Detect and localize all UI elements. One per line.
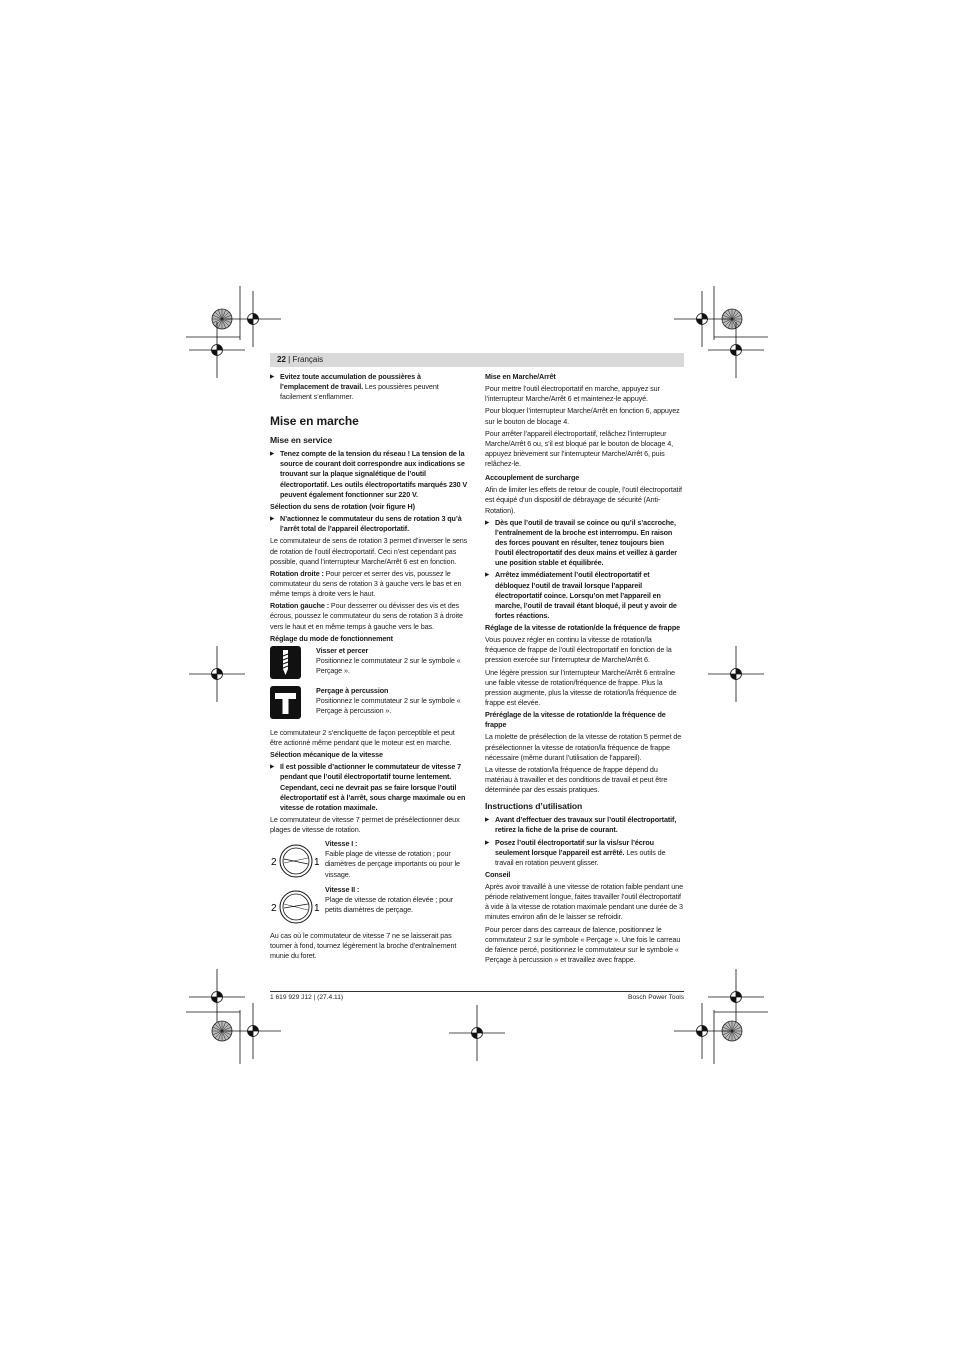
page-number: 22 — [277, 355, 286, 364]
subheading-tip: Conseil — [485, 870, 511, 879]
paragraph-tip-1: Après avoir travaillé à une vitesse de rotation faible pendant une période relativement longue, faites travailler l’outil électroportatif à vide à la vitesse de rotation maximale pendant une durée de 3 minutes environ afin de le laisser se refroidir. — [485, 882, 683, 922]
text-rotation-right: Pour percer et serrer des vis, poussez le commutateur du sens de rotation 3 à gauche vers le bas et en même temps à droite vers le haut. — [270, 568, 462, 599]
subheading-instructions: Instructions d’utilisation — [485, 801, 583, 812]
gear-2-text: Plage de vitesse de rotation élevée ; pour petits diamètres de perçage. — [325, 895, 454, 915]
paragraph-on: Pour mettre l’outil électroportatif en marche, appuyez sur l’interrupteur Marche/Arrêt 6 et maintenez-le appuyé. — [485, 384, 660, 404]
paragraph-rotation: Le commutateur de sens de rotation 3 permet d’inverser le sens de rotation de l’outil électroportatif. Ceci n’est cependant pas possible, quand l’interrupteur Marche/Arrêt 6 est en fonction. — [270, 536, 468, 566]
page-header — [277, 353, 323, 367]
mode-hammer-text: Positionnez le commutateur 2 sur le symbole « Perçage à percussion ». — [316, 696, 461, 716]
paragraph-speed-1: Vous pouvez régler en continu la vitesse de rotation/la fréquence de frappe de l’outil électroportatif en fonction de la pression exercée sur l’interrupteur de Marche/Arrêt 6. — [485, 635, 672, 665]
bullet-rotation: ▶ N’actionnez le commutateur du sens de rotation 3 qu’à l’arrêt total de l’appareil électroportatif. — [270, 514, 468, 534]
gear-1-label-right: 1 — [314, 857, 320, 869]
gear-1-row — [270, 839, 468, 881]
footer-rule — [270, 991, 684, 992]
subheading-service: Mise en service — [270, 435, 333, 446]
bullet-dust-bold: Evitez toute accumulation de poussières à l’emplacement de travail. — [280, 372, 421, 392]
paragraph-rotation-left — [270, 601, 468, 631]
paragraph-tip-2: Pour percer dans des carreaux de faïence, positionnez le commutateur 2 sur le symbole « Perçage ». Une fois le carreau de faïence percé, positionnez le commutateur sur le symbole « Perçage à percussion » et travaillez avec frappe. — [485, 924, 681, 964]
footer-brand: Bosch Power Tools — [628, 994, 684, 1001]
paragraph-mode-note: Le commutateur 2 s’encliquette de façon perceptible et peut être actionné même pendant que le moteur est en marche. — [270, 727, 455, 747]
subheading-gear: Sélection mécanique de la vitesse — [270, 750, 383, 760]
gear-2-row — [270, 885, 468, 927]
gear-1-title: Vitesse I : — [325, 839, 358, 849]
paragraph-overload: Afin de limiter les effets de retour de couple, l’outil électroportatif est équipé d’un dispositif de débrayage de sécurité (Anti-Rotation). — [485, 485, 682, 515]
bullet-instructions-2 — [485, 838, 684, 868]
label-rotation-left: Rotation gauche : — [270, 601, 329, 611]
mode-hammer-row — [270, 686, 468, 724]
paragraph-gear: Le commutateur de vitesse 7 permet de présélectionner deux plages de vitesse de rotation. — [270, 815, 460, 835]
header-language: Français — [292, 355, 324, 364]
header-bar — [270, 353, 684, 367]
gear-1-label-left: 2 — [271, 857, 277, 869]
paragraph-preselect-2: La vitesse de rotation/la fréquence de frappe dépend du matériau à travailler et des conditions de travail et peut être déterminée par des essais pratiques. — [485, 764, 668, 795]
column-left — [270, 372, 468, 964]
gear-2-label-left: 2 — [271, 903, 277, 915]
text-rotation-left: Pour desserrer ou dévisser des vis et des écrous, poussez le commutateur du sens de rotation 3 à droite vers le haut et en même temps à gauche vers le bas. — [270, 601, 463, 631]
bullet-instructions-2-text: Les outils de travail en rotation peuvent glisser. — [495, 847, 666, 867]
paragraph-lock: Pour bloquer l’interrupteur Marche/Arrêt en fonction 6, appuyez sur le bouton de blocage 4. — [485, 406, 680, 426]
mode-drill-text: Positionnez le commutateur 2 sur le symbole « Perçage ». — [316, 656, 461, 676]
gear-1-text: Faible plage de vitesse de rotation ; pour diamètres de perçage importants ou pour le vissage. — [325, 849, 460, 879]
column-right — [485, 372, 684, 967]
gear-2-label-right: 1 — [314, 903, 320, 915]
bullet-instructions-2-bold: Posez l’outil électroportatif sur la vis/sur l’écrou seulement lorsque l’appareil est arrêté. — [495, 837, 654, 857]
subheading-rotation: Sélection du sens de rotation (voir figure H) — [270, 501, 415, 511]
drill-bit-icon — [270, 646, 301, 679]
mode-hammer-title: Perçage à percussion — [316, 685, 389, 695]
gear-2-title: Vitesse II : — [325, 885, 360, 895]
bullet-gear: ▶ Il est possible d’actionner le commutateur de vitesse 7 pendant que l’outil électroportatif tourne lentement. Cependant, ceci ne devrait pas se faire lorsque l’outil électroportatif est à l’arrêt, sous charge maximale ou en vitesse de rotation maximale. — [270, 762, 468, 812]
gear-selector-2-icon — [270, 889, 322, 925]
subheading-mode: Réglage du mode de fonctionnement — [270, 633, 393, 643]
bullet-overload-1: ▶ Dès que l’outil de travail se coince ou qu’il s’accroche, l’entraînement de la broche est interrompu. En raison des forces pouvant en résulter, tenez toujours bien l’outil électroportatif des deux mains et veillez à garder une position stable et équilibrée. — [485, 518, 684, 568]
bullet-dust — [270, 372, 468, 402]
paragraph-off: Pour arrêter l’appareil électroportatif, relâchez l’interrupteur Marche/Arrêt 6 ou, s’il est bloqué par le bouton de blocage 4, appuyez brièvement sur l’interrupteur Marche/Arrêt 6, puis relâchez-le. — [485, 428, 673, 469]
subheading-speed: Réglage de la vitesse de rotation/de la fréquence de frappe — [485, 623, 681, 633]
section-title: Mise en marche — [270, 414, 359, 429]
bullet-instructions-1: ▶ Avant d’effectuer des travaux sur l’outil électroportatif, retirez la fiche de la prise de courant. — [485, 815, 684, 835]
bullet-dust-text: Les poussières peuvent facilement s’enflammer. — [280, 382, 439, 402]
paragraph-rotation-right — [270, 569, 468, 599]
label-rotation-right: Rotation droite : — [270, 568, 324, 578]
paragraph-speed-2: Une légère pression sur l’interrupteur Marche/Arrêt 6 entraîne une faible vitesse de rotation/fréquence de frappe. Plus la pression augmente, plus la vitesse de rotation/la fréquence de frappe est élevée. — [485, 667, 677, 707]
hammer-icon — [270, 686, 301, 719]
bullet-overload-2: ▶ Arrêtez immédiatement l’outil électroportatif et débloquez l’outil de travail lorsque l’appareil électroportatif coince. Lorsqu’on met l’appareil en marche, l’outil de travail étant bloqué, il peut y avoir de fortes réactions. — [485, 570, 684, 620]
subheading-overload: Accouplement de surcharge — [485, 473, 580, 483]
footer-code: 1 619 929 J12 | (27.4.11) — [270, 994, 344, 1001]
paragraph-preselect-1: La molette de présélection de la vitesse de rotation 5 permet de présélectionner la vitesse de rotation/la fréquence de frappe nécessaire (même durant l’utilisation de l’appareil). — [485, 732, 682, 762]
mode-drill-row — [270, 646, 468, 682]
subheading-on-off: Mise en Marche/Arrêt — [485, 372, 556, 381]
subheading-preselect: Préréglage de la vitesse de rotation/de la fréquence de frappe — [485, 710, 666, 730]
header-separator: | — [285, 355, 293, 364]
bullet-voltage: ▶ Tenez compte de la tension du réseau ! La tension de la source de courant doit correspondre aux indications se trouvant sur la plaque signalétique de l’outil électroportatif. Les outils électroportatifs marqués 230 V peuvent également fonctionner sur 220 V. — [270, 449, 468, 499]
paragraph-gear-final: Au cas où le commutateur de vitesse 7 ne se laisserait pas tourner à fond, tournez légèrement la broche d’entraînement munie du foret. — [270, 931, 457, 961]
mode-drill-title: Visser et percer — [316, 645, 369, 655]
gear-selector-1-icon — [270, 843, 322, 879]
